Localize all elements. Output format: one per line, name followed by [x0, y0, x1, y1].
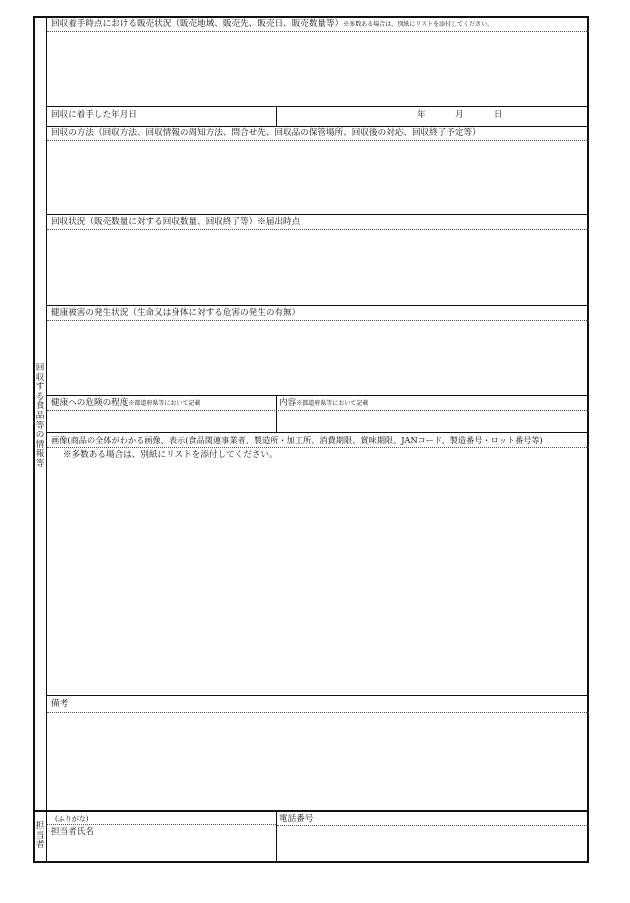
health-damage-field[interactable] [48, 321, 588, 395]
furigana-label: (ふりがな) [55, 815, 89, 823]
health-risk-content-title: 内容 [279, 398, 297, 408]
year-label: 年 [417, 110, 426, 120]
health-risk-title: 健康への危険の程度 [51, 398, 129, 408]
divider [47, 824, 276, 825]
divider [33, 810, 589, 812]
sales-status-note: ※多数ある場合は、別紙にリストを添付してください。 [343, 21, 494, 28]
day-label: 日 [494, 110, 503, 120]
images-note: ※多数ある場合は、別紙にリストを添付してください。 [63, 450, 278, 460]
phone-label: 電話番号 [279, 814, 314, 824]
health-risk-content-label [279, 398, 368, 409]
images-field[interactable] [48, 462, 588, 695]
person-name-label: 担当者氏名 [51, 827, 94, 837]
person-name-field[interactable] [48, 839, 275, 862]
month-label: 月 [455, 110, 464, 120]
health-risk-label [51, 398, 200, 409]
recall-start-date-field[interactable] [277, 107, 588, 126]
phone-field[interactable] [277, 826, 588, 862]
recall-status-field[interactable] [48, 230, 588, 305]
recall-method-field[interactable] [48, 141, 588, 214]
divider [47, 214, 589, 215]
divider [47, 395, 589, 396]
sales-status-title: 回収着手時点における販売状況（販売地域、販売先、販売日、販売数量等） [51, 19, 344, 29]
furigana-field[interactable] [48, 813, 275, 824]
divider [47, 305, 589, 306]
health-damage-label: 健康被害の発生状況（生命又は身体に対する危害の発生の有無） [51, 308, 301, 318]
remarks-label: 備考 [51, 699, 69, 709]
side-label-person-in-charge: 担当者 [35, 821, 45, 851]
remarks-field[interactable] [48, 713, 588, 810]
divider [47, 695, 589, 696]
side-label-product-info: 回収する食品等の情報等 [35, 363, 45, 469]
divider [47, 447, 589, 448]
health-risk-field[interactable] [48, 411, 275, 432]
recall-status-label: 回収状況（販売数量に対する回収数量、回収終了等）※届出時点 [51, 217, 301, 227]
images-label: 画像(商品の全体がわかる画像、表示(食品関連事業者、製造所・加工所、消費期限、賞味期限、JANコード、製造番号・ロット番号等) [51, 435, 543, 445]
health-risk-content-note: ※都道府県等において記載 [296, 400, 369, 407]
sales-status-label [51, 19, 493, 30]
health-risk-note: ※都道府県等において記載 [128, 400, 201, 407]
recall-method-label: 回収の方法（回収方法、回収情報の周知方法、問合せ先、回収品の保管場所、回収後の対応、回収終了予定等） [51, 128, 481, 138]
health-risk-content-field[interactable] [277, 411, 588, 432]
divider [47, 432, 589, 433]
recall-start-date-label: 回収に着手した年月日 [51, 110, 137, 120]
divider [47, 126, 589, 127]
sales-status-field[interactable] [48, 32, 588, 106]
